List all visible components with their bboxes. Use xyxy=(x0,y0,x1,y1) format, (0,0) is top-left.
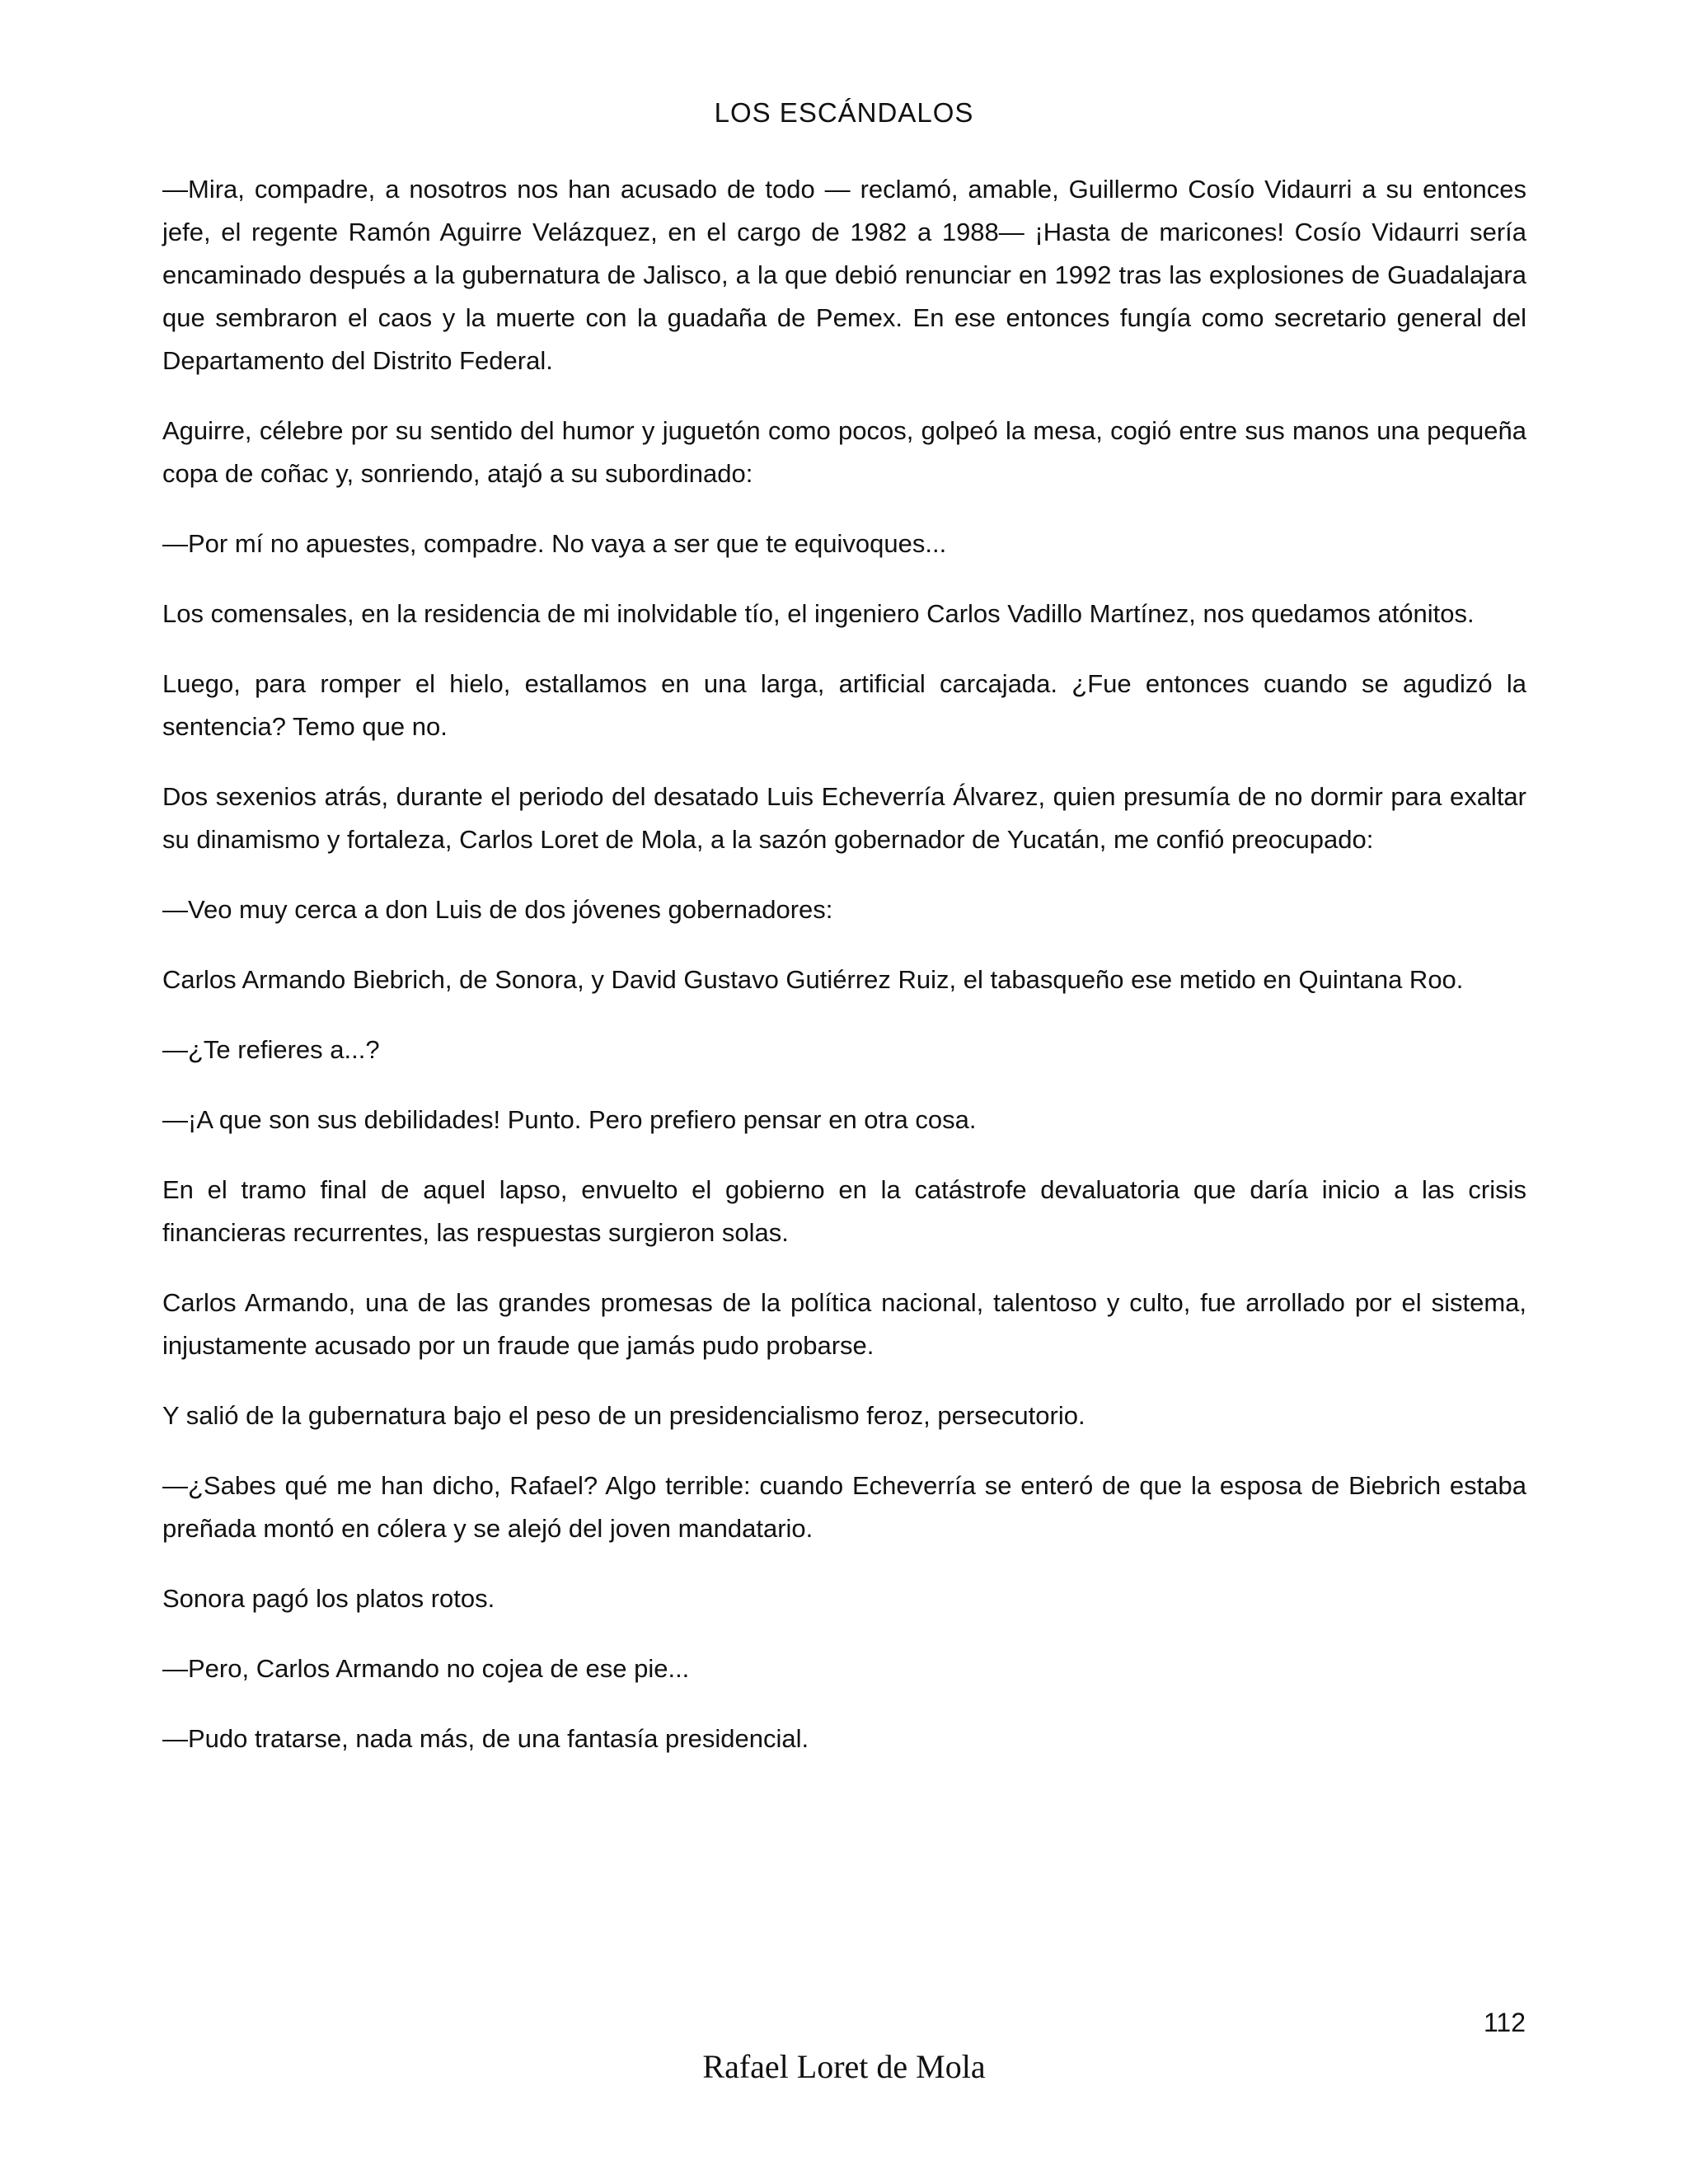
paragraph: —¡A que son sus debilidades! Punto. Pero prefiero pensar en otra cosa. xyxy=(162,1105,977,1134)
running-header: LOS ESCÁNDALOS xyxy=(714,97,974,128)
paragraph: —Pero, Carlos Armando no cojea de ese pie... xyxy=(162,1654,690,1683)
paragraph: Carlos Armando Biebrich, de Sonora, y David Gustavo Gutiérrez Ruiz, el tabasqueño ese metido en Quintana Roo. xyxy=(162,965,1464,994)
paragraph: —Por mí no apuestes, compadre. No vaya a ser que te equivoques... xyxy=(162,529,947,558)
paragraph: En el tramo final de aquel lapso, envuelto el gobierno en la catástrofe devaluatoria que daría inicio a las crisis financieras recurrentes, las respuestas surgieron solas. xyxy=(162,1175,1526,1247)
paragraph: Y salió de la gubernatura bajo el peso de un presidencialismo feroz, persecutorio. xyxy=(162,1401,1085,1430)
paragraph: —Mira, compadre, a nosotros nos han acusado de todo — reclamó, amable, Guillermo Cosío Vidaurri a su entonces jefe, el regente Ramón Aguirre Velázquez, en el cargo de 1982 a 1988— ¡Hasta de maricones! Cosío Vidaurri sería encaminado después a la gubernatura de Jalisco, a la que debió renunciar en 1992 tras las explosiones de Guadalajara que sembraron el caos y la muerte con la guadaña de Pemex. En ese entonces fungía como secretario general del Departamento del Distrito Federal. xyxy=(162,175,1526,375)
paragraph: —Pudo tratarse, nada más, de una fantasía presidencial. xyxy=(162,1724,809,1753)
paragraph: Los comensales, en la residencia de mi inolvidable tío, el ingeniero Carlos Vadillo Martínez, nos quedamos atónitos. xyxy=(162,599,1475,628)
paragraph: —Veo muy cerca a don Luis de dos jóvenes gobernadores: xyxy=(162,895,833,924)
paragraph: —¿Sabes qué me han dicho, Rafael? Algo terrible: cuando Echeverría se enteró de que la esposa de Biebrich estaba preñada montó en cólera y se alejó del joven mandatario. xyxy=(162,1471,1526,1543)
footer-author: Rafael Loret de Mola xyxy=(702,2048,986,2085)
paragraph: Sonora pagó los platos rotos. xyxy=(162,1584,495,1613)
paragraph: —¿Te refieres a...? xyxy=(162,1035,380,1064)
paragraph: Luego, para romper el hielo, estallamos en una larga, artificial carcajada. ¿Fue entonces cuando se agudizó la sentencia? Temo que no. xyxy=(162,669,1526,741)
paragraph: Dos sexenios atrás, durante el periodo del desatado Luis Echeverría Álvarez, quien presumía de no dormir para exaltar su dinamismo y fortaleza, Carlos Loret de Mola, a la sazón gobernador de Yucatán, me confió preocupado: xyxy=(162,782,1526,854)
body-text xyxy=(162,168,1526,1788)
paragraph: Carlos Armando, una de las grandes promesas de la política nacional, talentoso y culto, fue arrollado por el sistema, injustamente acusado por un fraude que jamás pudo probarse. xyxy=(162,1288,1526,1360)
paragraph: Aguirre, célebre por su sentido del humor y juguetón como pocos, golpeó la mesa, cogió entre sus manos una pequeña copa de coñac y, sonriendo, atajó a su subordinado: xyxy=(162,416,1526,488)
page-number: 112 xyxy=(1483,2008,1526,2037)
